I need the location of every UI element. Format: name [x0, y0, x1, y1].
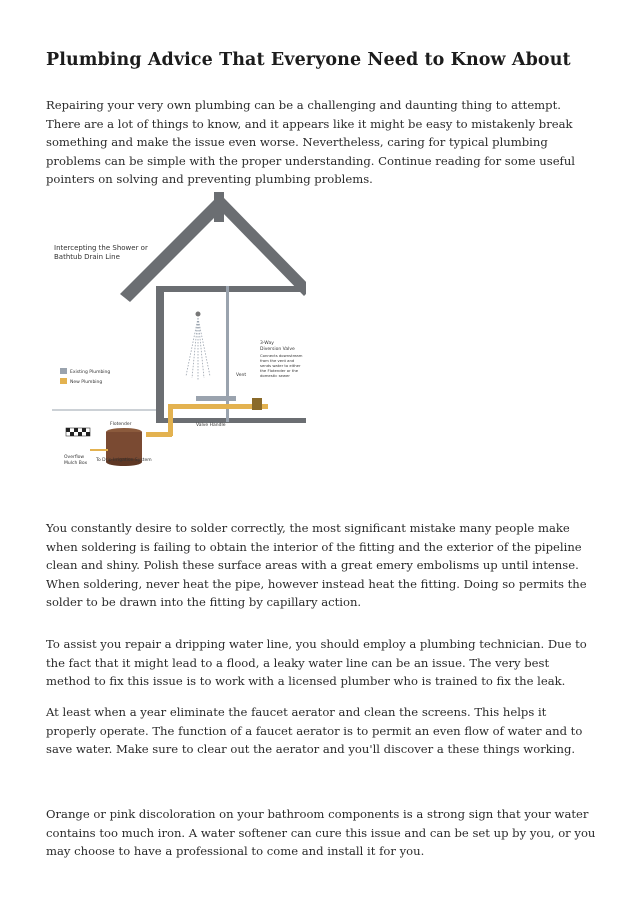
paragraph-water-line: To assist you repair a dripping water line, you should employ a plumbing technician. Due to the fact that it might lead to a flood, a leaky water line can be an issue. The very best method to fix this issue is to work with a licensed plumber who is trained to fix the leak.	[46, 637, 587, 688]
new-pipe-down	[168, 404, 173, 436]
legend-existing-label: Existing Plumbing	[70, 370, 111, 375]
label-irrigation: To Drip Irrigation System	[96, 458, 152, 463]
new-pipe-to-tank	[146, 432, 172, 437]
roof-right-beam	[216, 198, 306, 296]
label-overflow-2: Mulch Box	[64, 461, 88, 466]
shower-spray	[186, 318, 210, 380]
label-valve-desc-1: Connects downstream	[260, 353, 303, 358]
label-valve-desc-3: sends water to either	[260, 363, 301, 368]
mulch-box	[66, 428, 90, 436]
label-overflow-1: Overflow	[64, 455, 85, 460]
label-valve-desc-4: the Flotender or the	[260, 368, 299, 373]
plumbing-diagram-svg	[46, 192, 306, 482]
existing-drain-pipe	[196, 396, 236, 401]
label-valve-desc-2: from the vent and	[260, 358, 295, 363]
label-valve-desc-5: domestic sewer	[260, 373, 290, 378]
label-valve-title-2: Diversion Valve	[260, 347, 295, 352]
paragraph-intro: Repairing your very own plumbing can be a challenging and daunting thing to attempt. There are a lot of things to know, and it appears like it might be easy to mistakenly break something and make the issue even worse. Nevertheless, caring for typical plumbing problems can be simple with the proper understanding. Continue reading for some useful pointers on solving and preventing plumbing problems.	[46, 98, 576, 186]
legend-new-label: New Plumbing	[70, 380, 103, 385]
label-valve-handle: Valve Handle	[196, 423, 226, 428]
legend-existing-swatch	[60, 368, 67, 374]
shower-head	[196, 312, 201, 317]
label-valve-title-1: 3-Way	[260, 341, 274, 346]
paragraph-aerator: At least when a year eliminate the faucet aerator and clean the screens. This helps it properly operate. The function of a faucet aerator is to permit an even flow of water and to save water. Make sure to clear out the aerator and you'll discover a these things working.	[46, 705, 583, 756]
floor-beam	[156, 418, 306, 423]
roof-vent-stack	[214, 192, 224, 222]
paragraph-soldering: You constantly desire to solder correctly, the most significant mistake many people make when soldering is failing to obtain the interior of the fitting and the exterior of the pipeline clean and shiny. Polish these surface areas with a great emery embolisms up until intense. When soldering, never heat the pipe, however instead heat the fitting. Doing so permits the solder to be drawn into the fitting by capillary action.	[46, 521, 587, 609]
figure-heading-2: Bathtub Drain Line	[54, 253, 120, 261]
legend-new-swatch	[60, 378, 67, 384]
figure-heading-1: Intercepting the Shower or	[54, 244, 148, 252]
plumbing-diagram	[46, 192, 306, 482]
label-vent: Vent	[236, 373, 247, 378]
paragraph-discoloration: Orange or pink discoloration on your bathroom components is a strong sign that your water contains too much iron. A water softener can cure this issue and can be set up by you, or you may choose to have a professional to come and install it for you.	[46, 807, 596, 858]
vent-pipe	[226, 286, 229, 422]
ceiling-beam	[156, 286, 304, 292]
label-flotender: Flotender	[110, 422, 132, 427]
diversion-valve	[252, 398, 262, 410]
page-title: Plumbing Advice That Everyone Need to Know About	[46, 50, 571, 70]
left-wall	[156, 286, 164, 422]
